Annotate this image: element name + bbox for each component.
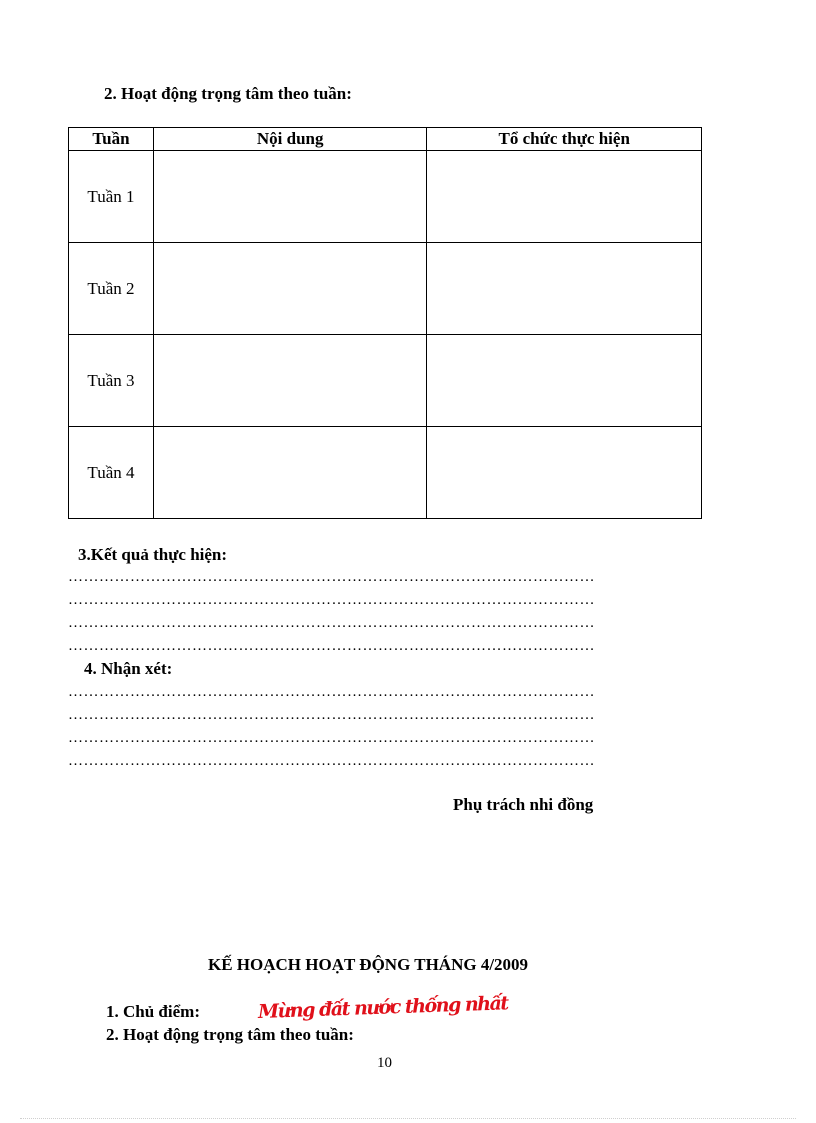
section-heading-comments: 4. Nhận xét:	[84, 659, 173, 678]
next-plan-activities-heading: 2. Hoạt động trọng tâm theo tuần:	[106, 1025, 354, 1044]
dotted-line: …………………………………………………………………………………………	[68, 707, 595, 723]
week-cell: Tuần 1	[69, 151, 154, 243]
content-cell	[153, 243, 427, 335]
results-dotted-lines	[68, 566, 688, 658]
dotted-line: …………………………………………………………………………………………	[68, 684, 595, 700]
dotted-line: …………………………………………………………………………………………	[68, 753, 595, 769]
page-number: 10	[377, 1055, 392, 1071]
organization-cell	[427, 335, 702, 427]
column-header-organization: Tổ chức thực hiện	[427, 128, 702, 151]
theme-handwritten-title: Mừng đất nước thống nhất	[257, 992, 508, 1023]
table-row	[69, 427, 702, 519]
dotted-line: …………………………………………………………………………………………	[68, 569, 595, 585]
dotted-line: …………………………………………………………………………………………	[68, 615, 595, 631]
content-cell	[153, 427, 427, 519]
organization-cell	[427, 427, 702, 519]
week-cell: Tuần 2	[69, 243, 154, 335]
organization-cell	[427, 151, 702, 243]
table-header-row	[69, 128, 702, 151]
comments-dotted-lines	[68, 681, 688, 773]
dotted-line: …………………………………………………………………………………………	[68, 730, 595, 746]
column-header-week: Tuần	[69, 128, 154, 151]
weekly-activities-table	[68, 127, 702, 519]
table-row	[69, 151, 702, 243]
week-cell: Tuần 3	[69, 335, 154, 427]
table-row	[69, 335, 702, 427]
organization-cell	[427, 243, 702, 335]
section-heading-weekly-activities: 2. Hoạt động trọng tâm theo tuần:	[104, 84, 352, 103]
section-heading-results: 3.Kết quả thực hiện:	[78, 545, 228, 564]
column-header-content: Nội dung	[153, 128, 427, 151]
theme-label: 1. Chủ điểm:	[106, 1002, 200, 1021]
dotted-line: …………………………………………………………………………………………	[68, 592, 595, 608]
dotted-line: …………………………………………………………………………………………	[68, 638, 595, 654]
table-row	[69, 243, 702, 335]
next-plan-title: KẾ HOẠCH HOẠT ĐỘNG THÁNG 4/2009	[208, 955, 529, 974]
content-cell	[153, 335, 427, 427]
signature-label: Phụ trách nhi đồng	[453, 795, 594, 814]
content-cell	[153, 151, 427, 243]
week-cell: Tuần 4	[69, 427, 154, 519]
page-bottom-border	[20, 1118, 796, 1119]
